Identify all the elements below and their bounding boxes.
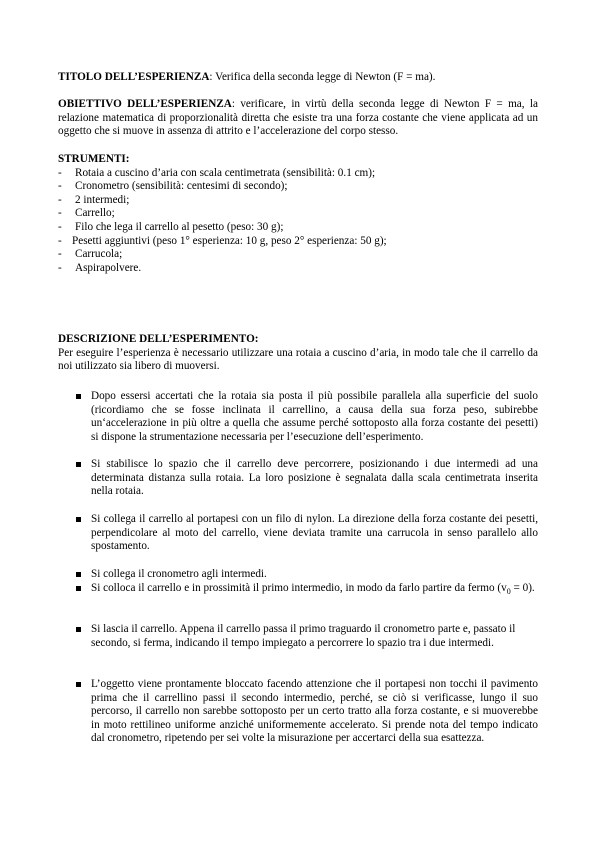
- list-item: - Carrello;: [58, 207, 115, 220]
- title-text: : Verifica della seconda legge di Newton (F = ma).: [209, 71, 436, 83]
- list-item: Dopo essersi accertati che la rotaia sia posta il più possibile parallela alla superficie del suolo (ricordiamo che se fosse inclinata il carrellino, a causa della sua forza peso, subirebbe un‘accelerazione in più oltre a quella che assume perché sottoposto alla forza costante dei pesetti) si dispone la strumentazione necessaria per l’esecuzione dell’esperimento.: [76, 390, 538, 444]
- list-item: - Rotaia a cuscino d’aria con scala centimetrata (sensibilità: 0.1 cm);: [58, 166, 376, 179]
- list-item: Si lascia il carrello. Appena il carrello passa il primo traguardo il cronometro parte e, passato il secondo, si ferma, indicando il tempo impiegato a percorrere lo spazio tra i due intermedi.: [76, 623, 538, 650]
- list-item: - Pesetti aggiuntivi (peso 1° esperienza: 10 g, peso 2° esperienza: 50 g);: [58, 234, 387, 247]
- bullet-square-icon: [76, 682, 81, 687]
- list-item: - Cronometro (sensibilità: centesimi di secondo);: [58, 180, 288, 193]
- objective-label: OBIETTIVO DELL’ESPERIENZA: [58, 98, 232, 110]
- bullet-square-icon: [76, 462, 81, 467]
- tools-heading: STRUMENTI:: [58, 153, 130, 165]
- title-label: TITOLO DELL’ESPERIENZA: [58, 71, 210, 83]
- objective-text: : verificare, in virtù della seconda legge di Newton F = ma, la relazione matematica di proporzionalità diretta che esiste tra una forza costante che viene applicata ad un oggetto che si muove in assenza di attrito e l’accelerazione del corpo stesso.: [58, 98, 538, 138]
- list-item: - Carrucola;: [58, 248, 123, 261]
- list-item: Si collega il cronometro agli intermedi.: [76, 568, 538, 582]
- tools-section: [58, 153, 538, 275]
- list-item: Si collega il carrello al portapesi con un filo di nylon. La direzione della forza costante dei pesetti, perpendicolare al moto del carrello, viene deviata tramite una carrucola in senso parallelo allo spostamento.: [76, 513, 538, 554]
- objective-section: [58, 98, 538, 139]
- bullet-square-icon: [76, 572, 81, 577]
- list-item: - 2 intermedi;: [58, 193, 130, 206]
- list-item: Si stabilisce lo spazio che il carrello deve percorrere, posizionando i due intermedi ad una determinata distanza sulla rotaia. La loro posizione è segnalata dalla scala centimetrata inserita nella rotaia.: [76, 458, 538, 499]
- tools-list: [58, 167, 538, 276]
- description-section: [58, 333, 538, 374]
- bullet-square-icon: [76, 394, 81, 399]
- experiment-title: [58, 71, 538, 85]
- list-item: - Filo che lega il carrello al pesetto (peso: 30 g);: [58, 220, 284, 233]
- bullet-square-icon: [76, 586, 81, 591]
- list-item: Si colloca il carrello e in prossimità il primo intermedio, in modo da farlo partire da fermo $(v_0 = 0)$.: [76, 582, 538, 596]
- description-heading: DESCRIZIONE DELL’ESPERIMENTO:: [58, 333, 259, 345]
- list-item: - Aspirapolvere.: [58, 261, 142, 274]
- description-intro: Per eseguire l’esperienza è necessario utilizzare una rotaia a cuscino d’aria, in modo tale che il carrello da noi utilizzato sia libero di muoversi.: [58, 346, 538, 373]
- list-item: L’oggetto viene prontamente bloccato facendo attenzione che il portapesi non tocchi il pavimento prima che il carrellino passi il secondo intermedio, perché, se ciò si verificasse, lungo il suo percorso, il carrello non sarebbe sottoposto per un certo tratto alla forza costante, e si muoverebbe in moto rettilineo uniforme anziché uniformemente accelerato. Si prende nota del tempo indicato dal cronometro, ripetendo per sei volte la misurazione per accertarci della sua esattezza.: [76, 678, 538, 746]
- bullet-square-icon: [76, 517, 81, 522]
- bullet-square-icon: [76, 627, 81, 632]
